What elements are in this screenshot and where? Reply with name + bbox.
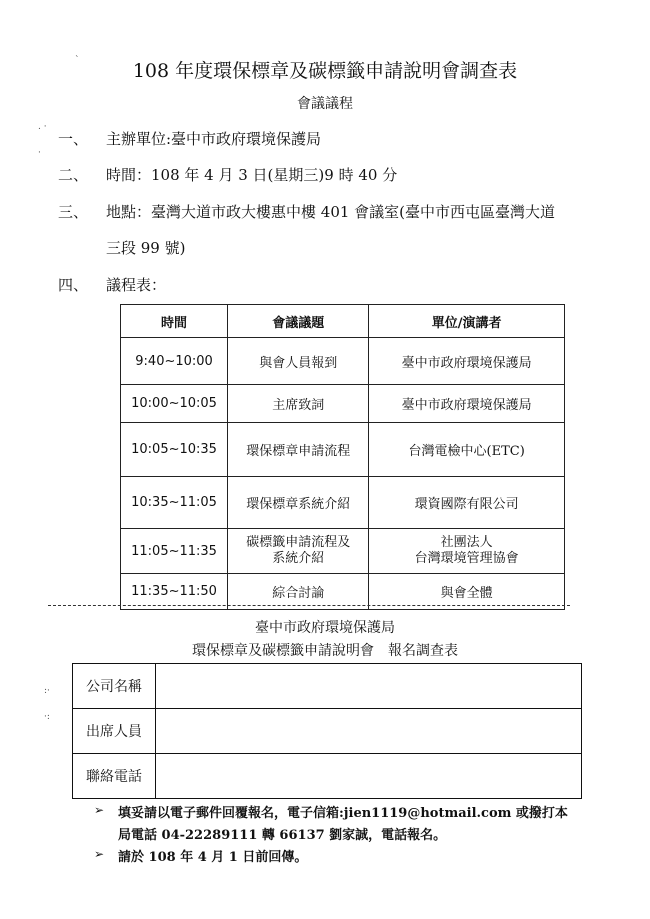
section-location: [58, 201, 555, 222]
section-number: 三、: [58, 203, 89, 221]
agenda-topic: 主席致詞: [228, 385, 369, 423]
arrow-bullet-icon: ➢: [94, 803, 105, 817]
section-text: 議程表：: [106, 276, 167, 294]
phone-field[interactable]: [156, 754, 582, 799]
section-text: 主辦單位:臺中市政府環境保護局: [106, 130, 322, 148]
agenda-time: 10:35~11:05: [121, 477, 228, 529]
agenda-time: 11:05~11:35: [121, 529, 228, 574]
header-topic: 會議議題: [228, 305, 369, 338]
attendee-field[interactable]: [156, 709, 582, 754]
agenda-topic: 環保標章申請流程: [228, 423, 369, 477]
agenda-speaker: 臺中市政府環境保護局: [369, 338, 565, 385]
company-name-field[interactable]: [156, 664, 582, 709]
form-title: 臺中市政府環境保護局: [255, 620, 395, 636]
header-time: 時間: [121, 305, 228, 338]
section-location-continued: 三段 99 號): [106, 239, 186, 257]
scan-mark: ·:: [44, 712, 50, 722]
table-row: [121, 338, 565, 385]
document-title: 108 年度環保標章及碳標籤申請說明會調查表: [132, 60, 518, 82]
table-row: [121, 529, 565, 574]
scan-mark: :·: [44, 686, 50, 696]
section-number: 二、: [58, 166, 89, 184]
form-row: [73, 709, 582, 754]
document-subtitle: 會議議程: [297, 96, 353, 112]
header-speaker: 單位/演講者: [369, 305, 565, 338]
agenda-time: 10:05~10:35: [121, 423, 228, 477]
scan-mark: . ·: [38, 122, 47, 132]
form-subtitle: 環保標章及碳標籤申請說明會 報名調查表: [192, 643, 458, 659]
agenda-topic: 環保標章系統介紹: [228, 477, 369, 529]
agenda-topic-line: 系統介紹: [272, 551, 325, 566]
section-text: 時間：108 年 4 月 3 日(星期三)9 時 40 分: [106, 166, 398, 184]
attendee-label: 出席人員: [73, 709, 156, 754]
table-row: [121, 423, 565, 477]
agenda-speaker-line: 社團法人: [440, 535, 493, 550]
form-row: [73, 754, 582, 799]
section-number: 一、: [58, 130, 89, 148]
agenda-table: [120, 304, 565, 610]
scan-mark: `: [75, 56, 80, 66]
cut-line-divider: [48, 605, 570, 606]
agenda-speaker: 臺中市政府環境保護局: [369, 385, 565, 423]
agenda-topic: [228, 529, 369, 574]
phone-label: 聯絡電話: [73, 754, 156, 799]
section-text: 地點：臺灣大道市政大樓惠中樓 401 會議室(臺中市西屯區臺灣大道: [106, 203, 556, 221]
company-name-label: 公司名稱: [73, 664, 156, 709]
agenda-time: 10:00~10:05: [121, 385, 228, 423]
section-number: 四、: [58, 276, 89, 294]
form-row: [73, 664, 582, 709]
agenda-speaker: 環資國際有限公司: [369, 477, 565, 529]
agenda-time: 11:35~11:50: [121, 574, 228, 610]
agenda-topic: 綜合討論: [228, 574, 369, 610]
agenda-topic: 與會人員報到: [228, 338, 369, 385]
agenda-speaker: 台灣電檢中心(ETC): [369, 423, 565, 477]
note-email-line2: 局電話 04-22289111 轉 66137 劉家誠，電話報名。: [118, 828, 447, 843]
agenda-speaker: [369, 529, 565, 574]
note-email-line1: 填妥請以電子郵件回覆報名，電子信箱:jien1119@hotmail.com 或撥打本: [118, 806, 568, 821]
table-row: [121, 385, 565, 423]
agenda-topic-line: 碳標籤申請流程及: [246, 535, 351, 550]
agenda-header-row: [121, 305, 565, 338]
agenda-speaker: 與會全體: [369, 574, 565, 610]
section-time: [58, 164, 397, 185]
table-row: [121, 477, 565, 529]
registration-form: [72, 663, 582, 799]
note-deadline: 請於 108 年 4 月 1 日前回傳。: [118, 850, 308, 865]
section-agenda: [58, 274, 166, 295]
scan-mark: ·: [38, 148, 41, 158]
section-organizer: [58, 128, 321, 149]
arrow-bullet-icon: ➢: [94, 847, 105, 861]
agenda-time: 9:40~10:00: [121, 338, 228, 385]
agenda-speaker-line: 台灣環境管理協會: [414, 551, 519, 566]
